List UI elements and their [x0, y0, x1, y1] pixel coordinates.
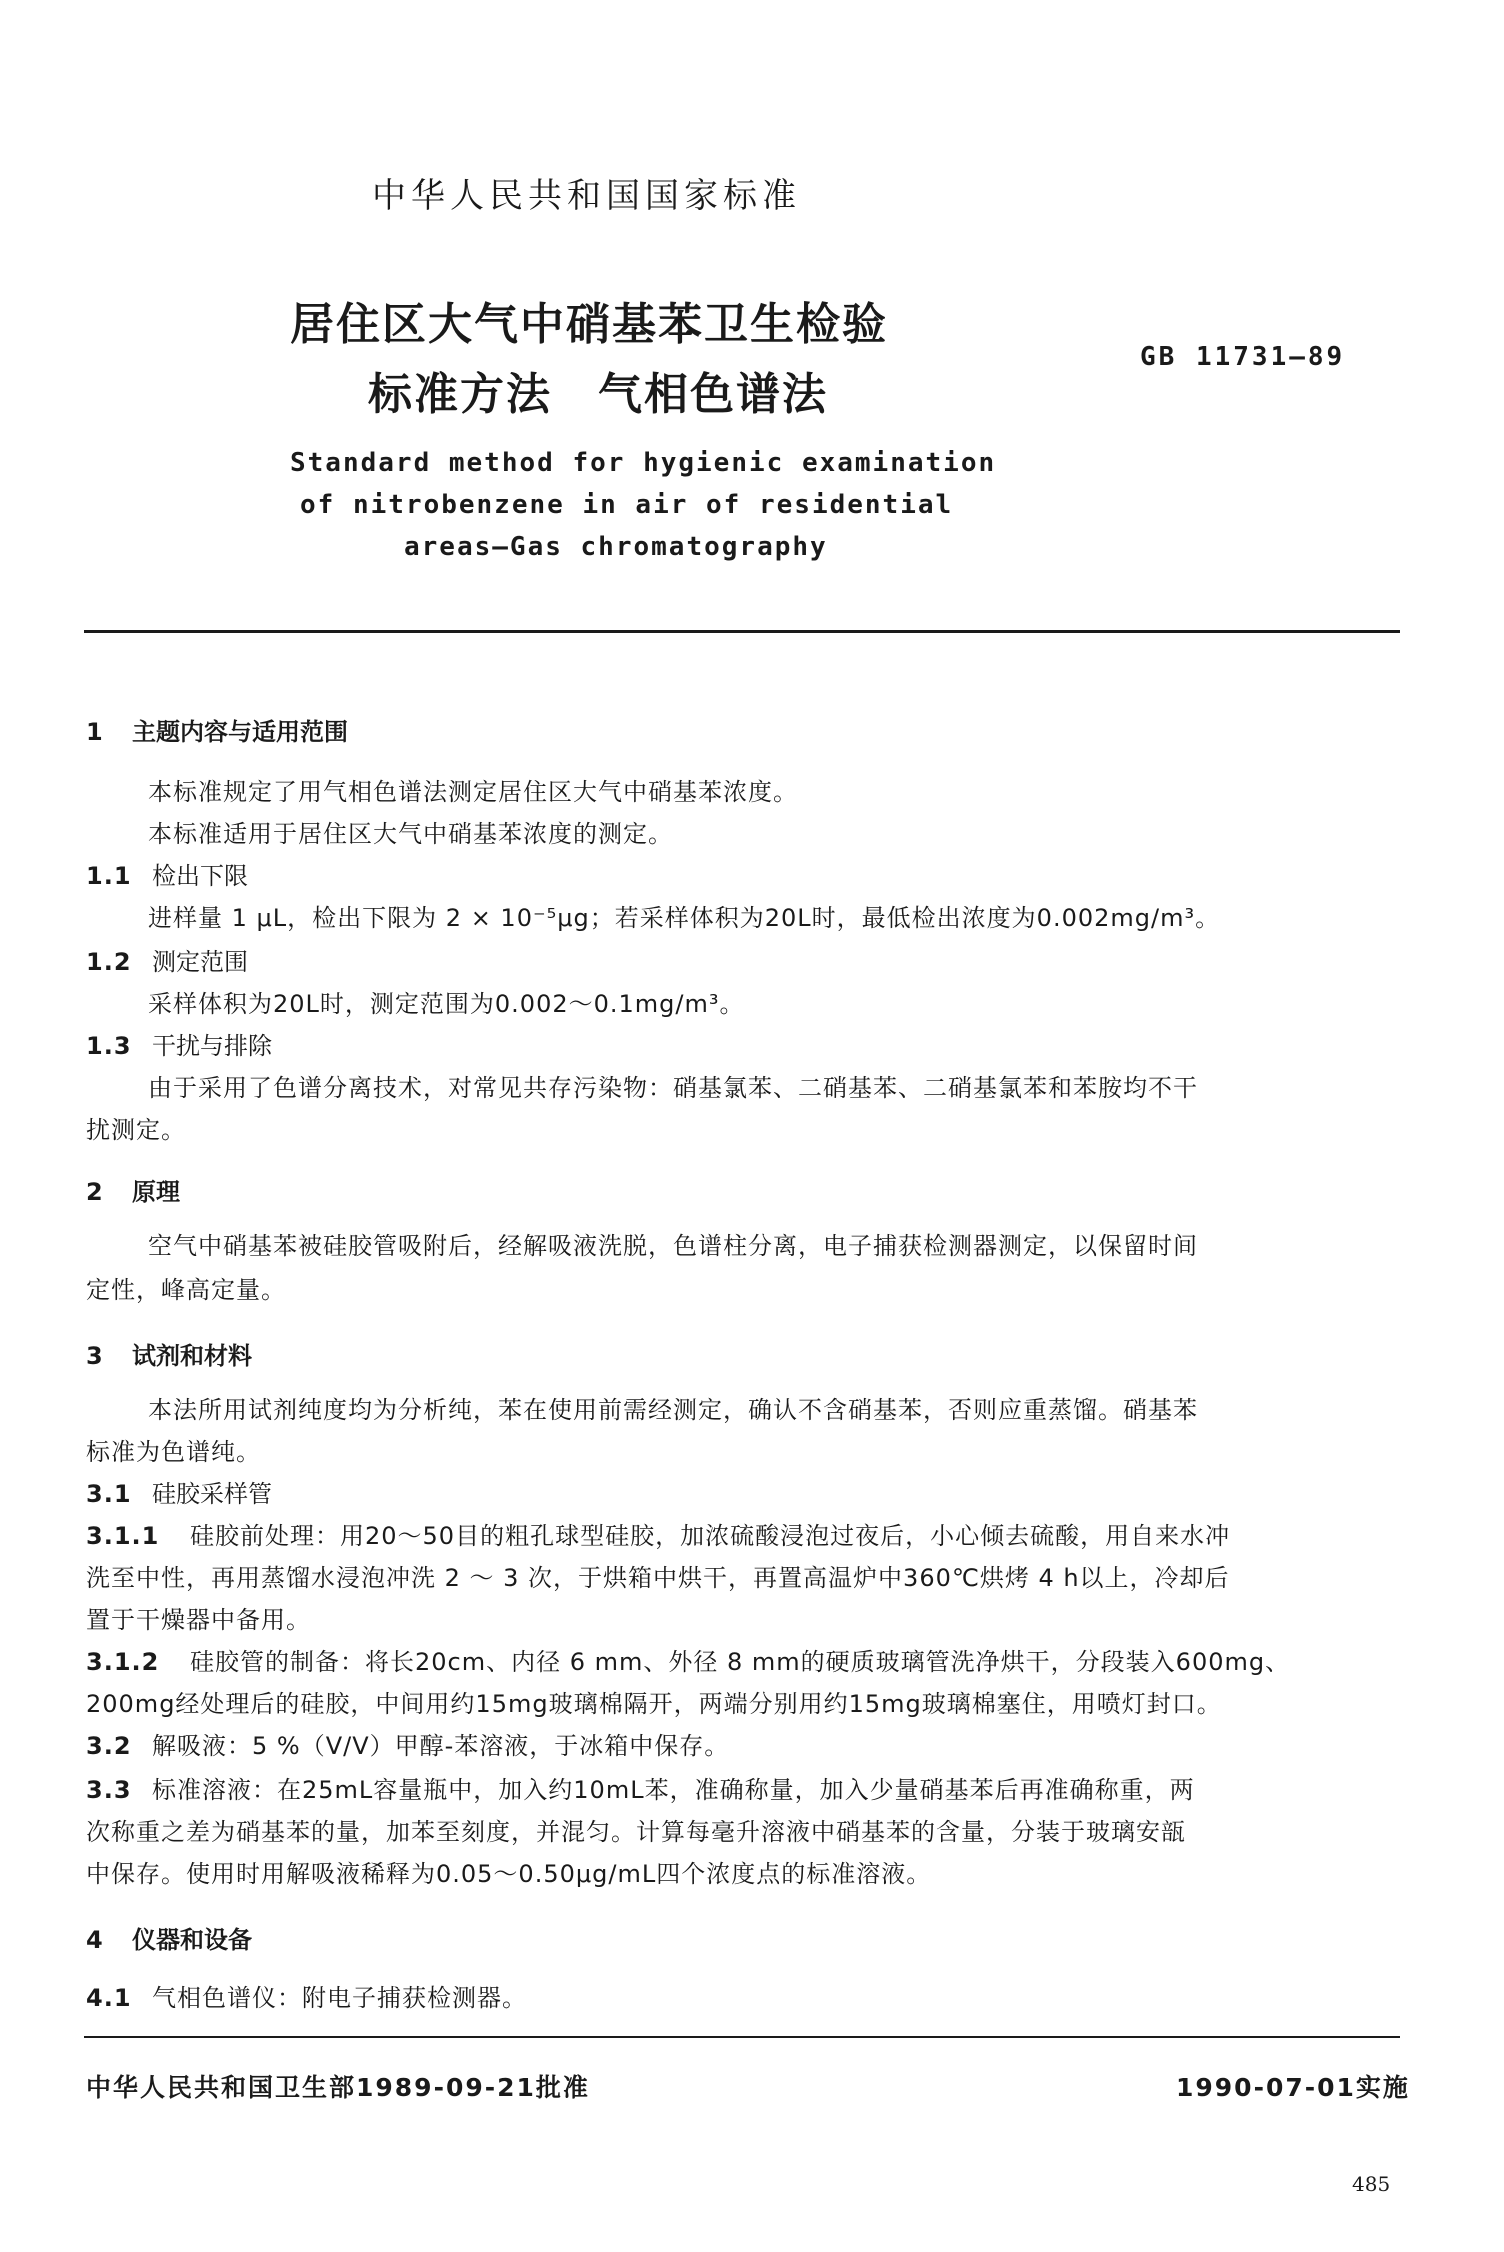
subsection-3-1-2 — [86, 1642, 1290, 1677]
paragraph: 标准溶液：在25mL容量瓶中，加入约10mL苯，准确称量，加入少量硝基苯后再准确称重，两 — [152, 1776, 1195, 1804]
paragraph: 标准为色谱纯。 — [86, 1438, 261, 1466]
standard-code: GB 11731—89 — [1140, 342, 1346, 372]
subsection-title: 测定范围 — [152, 948, 248, 976]
subsection-number: 1.1 — [86, 862, 132, 890]
subsection-title: 检出下限 — [152, 862, 248, 890]
paragraph: 本标准适用于居住区大气中硝基苯浓度的测定。 — [148, 820, 673, 848]
paragraph: 洗至中性，再用蒸馏水浸泡冲洗 2 ～ 3 次，于烘箱中烘干，再置高温炉中360℃烘烤 4 h以上，冷却后 — [86, 1564, 1230, 1592]
subsection-number: 3.1 — [86, 1480, 132, 1508]
subsection-1-2-heading — [86, 942, 248, 977]
paragraph: 由于采用了色谱分离技术，对常见共存污染物：硝基氯苯、二硝基苯、二硝基氯苯和苯胺均不干 — [148, 1074, 1198, 1102]
section-title: 原理 — [132, 1178, 180, 1206]
paragraph: 空气中硝基苯被硅胶管吸附后，经解吸液洗脱，色谱柱分离，电子捕获检测器测定，以保留时间 — [148, 1232, 1198, 1260]
section-4-heading — [86, 1920, 252, 1955]
subsection-number: 1.2 — [86, 948, 132, 976]
subsection-number: 1.3 — [86, 1032, 132, 1060]
implementation-date: 1990-07-01实施 — [1176, 2073, 1410, 2102]
approval-statement: 中华人民共和国卫生部1989-09-21批准 — [86, 2073, 590, 2102]
subsection-title: 干扰与排除 — [152, 1032, 272, 1060]
subsection-4-1 — [86, 1978, 527, 2013]
subsection-1-1-heading — [86, 856, 248, 891]
title-english-line-1: Standard method for hygienic examination — [290, 448, 997, 478]
subsection-1-3-heading — [86, 1026, 272, 1061]
section-number: 1 — [86, 718, 103, 746]
subsection-title: 硅胶采样管 — [152, 1480, 272, 1508]
title-english-line-3: areas—Gas chromatography — [404, 532, 828, 562]
paragraph: 次称重之差为硝基苯的量，加苯至刻度，并混匀。计算每毫升溶液中硝基苯的含量，分装于玻璃安瓿 — [86, 1818, 1186, 1846]
subsection-3-1-heading — [86, 1474, 272, 1509]
section-1-heading — [86, 712, 348, 747]
standard-type-heading: 中华人民共和国国家标准 — [372, 176, 801, 216]
title-english-line-2: of nitrobenzene in air of residential — [300, 490, 954, 520]
paragraph: 扰测定。 — [86, 1116, 186, 1144]
paragraph: 采样体积为20L时，测定范围为0.002～0.1mg/m³。 — [148, 990, 745, 1018]
subsection-number: 3.1.1 — [86, 1522, 160, 1550]
section-number: 3 — [86, 1342, 103, 1370]
paragraph: 置于干燥器中备用。 — [86, 1606, 311, 1634]
section-title: 仪器和设备 — [132, 1926, 252, 1954]
paragraph: 进样量 1 μL，检出下限为 2 × 10⁻⁵μg；若采样体积为20L时，最低检出浓度为0.002mg/m³。 — [148, 904, 1221, 932]
subsection-3-1-1 — [86, 1516, 1230, 1551]
section-2-heading — [86, 1172, 180, 1207]
section-title: 主题内容与适用范围 — [132, 718, 348, 746]
paragraph: 硅胶管的制备：将长20cm、内径 6 mm、外径 8 mm的硬质玻璃管洗净烘干，分段装入600mg、 — [190, 1648, 1291, 1676]
paragraph: 本法所用试剂纯度均为分析纯，苯在使用前需经测定，确认不含硝基苯，否则应重蒸馏。硝基苯 — [148, 1396, 1198, 1424]
paragraph: 本标准规定了用气相色谱法测定居住区大气中硝基苯浓度。 — [148, 778, 798, 806]
section-number: 4 — [86, 1926, 103, 1954]
paragraph: 200mg经处理后的硅胶，中间用约15mg玻璃棉隔开，两端分别用约15mg玻璃棉塞住，用喷灯封口。 — [86, 1690, 1222, 1718]
page-number: 485 — [1352, 2172, 1391, 2196]
paragraph: 中保存。使用时用解吸液稀释为0.05～0.50μg/mL四个浓度点的标准溶液。 — [86, 1860, 932, 1888]
subsection-3-2 — [86, 1726, 729, 1761]
paragraph: 解吸液：5 %（V/V）甲醇-苯溶液，于冰箱中保存。 — [152, 1732, 730, 1760]
subsection-3-3 — [86, 1770, 1195, 1805]
paragraph: 定性，峰高定量。 — [86, 1276, 286, 1304]
section-number: 2 — [86, 1178, 103, 1206]
title-chinese-line-1: 居住区大气中硝基苯卫生检验 — [290, 299, 888, 350]
subsection-number: 3.2 — [86, 1732, 132, 1760]
title-chinese-line-2: 标准方法 气相色谱法 — [368, 369, 828, 420]
footer-divider — [84, 2036, 1400, 2038]
subsection-number: 3.1.2 — [86, 1648, 160, 1676]
subsection-number: 4.1 — [86, 1984, 132, 2012]
section-title: 试剂和材料 — [132, 1342, 252, 1370]
paragraph: 硅胶前处理：用20～50目的粗孔球型硅胶，加浓硫酸浸泡过夜后，小心倾去硫酸，用自来水冲 — [190, 1522, 1231, 1550]
subsection-number: 3.3 — [86, 1776, 132, 1804]
header-divider — [84, 630, 1400, 633]
section-3-heading — [86, 1336, 252, 1371]
paragraph: 气相色谱仪：附电子捕获检测器。 — [152, 1984, 527, 2012]
